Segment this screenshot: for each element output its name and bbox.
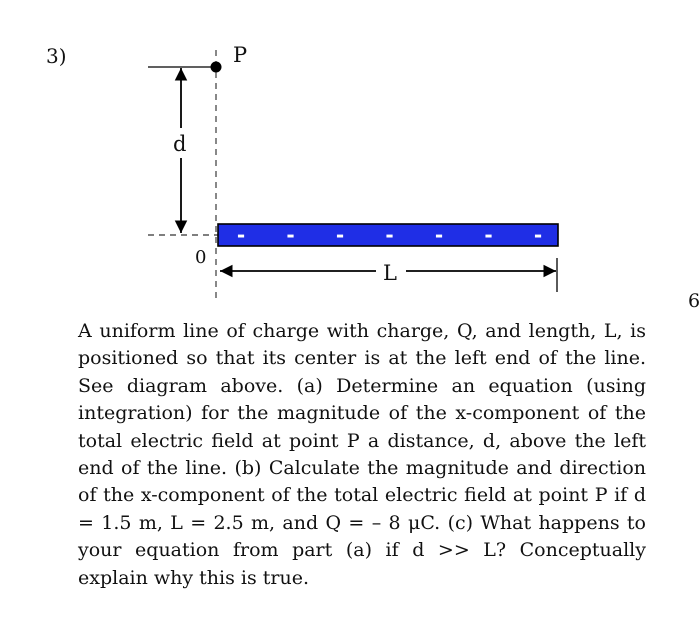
line-charge-diagram (0, 0, 700, 310)
charge-sign: - (236, 223, 246, 247)
point-p (211, 62, 222, 73)
charge-sign: - (385, 223, 394, 247)
page-edge-number: 6 (688, 290, 700, 312)
length-label: L (383, 261, 397, 285)
charge-sign: - (533, 223, 543, 247)
charge-sign: - (335, 223, 345, 247)
charge-sign: - (286, 223, 295, 247)
charge-sign: - (434, 223, 444, 247)
distance-label: d (173, 132, 187, 156)
origin-label: 0 (195, 247, 207, 268)
point-p-label: P (233, 43, 248, 67)
problem-text: A uniform line of charge with charge, Q, and length, L, is positioned so that its center is at the left end of the line. See diagram above. (a) Determine an equation (using integration) for the magnitude of the x-component of the total electric field at point P a distance, d, above the left end of the line. (b) Calculate the magnitude and direction of the x-component of the total electric field at point P if d = 1.5 m, L = 2.5 m, and Q = – 8 μC. (c) What happens to your equation from part (a) if d >> L? Conceptually explain why this is true. (78, 320, 646, 589)
problem-number: 3) (46, 44, 67, 68)
charge-sign: - (484, 223, 493, 247)
